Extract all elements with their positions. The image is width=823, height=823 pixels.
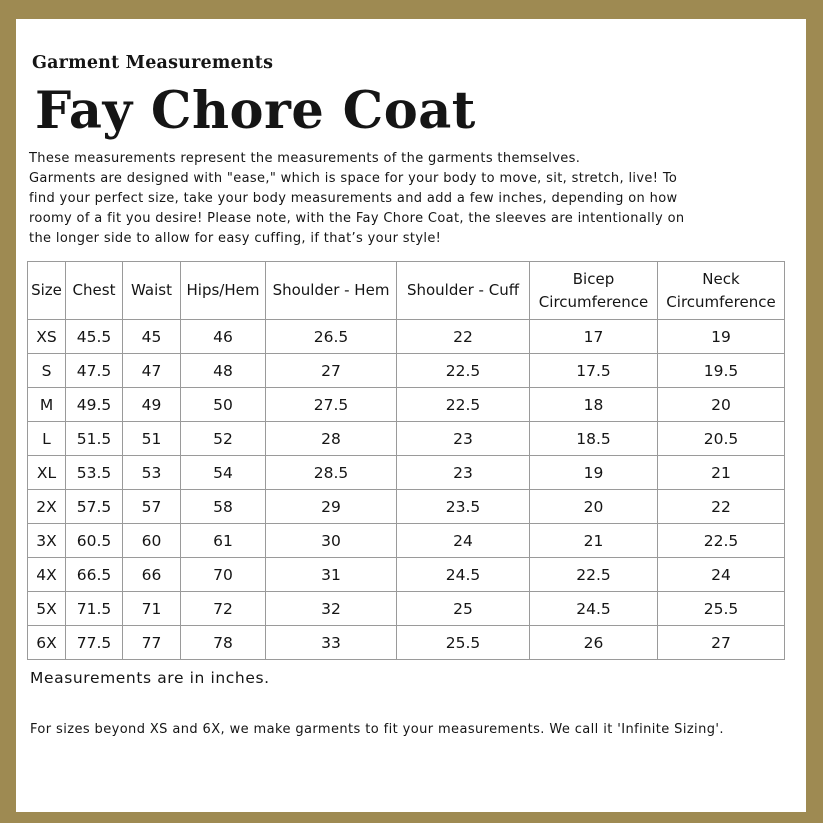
measurement-cell: 47 — [123, 354, 181, 388]
measurement-cell: 72 — [181, 592, 266, 626]
measurement-cell: 17 — [530, 320, 658, 354]
measurement-cell: 46 — [181, 320, 266, 354]
page-title: Fay Chore Coat — [35, 81, 476, 141]
column-header-label: Shoulder - Hem — [272, 281, 390, 299]
measurement-cell: 25.5 — [397, 626, 530, 660]
measurement-cell: 77 — [123, 626, 181, 660]
measurement-cell: 78 — [181, 626, 266, 660]
table-row — [28, 320, 785, 354]
table-row — [28, 422, 785, 456]
size-cell: 5X — [28, 592, 66, 626]
table-header — [28, 262, 785, 320]
measurement-cell: 27 — [266, 354, 397, 388]
measurement-cell: 51.5 — [66, 422, 123, 456]
measurement-cell: 52 — [181, 422, 266, 456]
measurement-cell: 45.5 — [66, 320, 123, 354]
column-header-label: Bicep — [572, 269, 615, 288]
table-row — [28, 490, 785, 524]
measurement-cell: 29 — [266, 490, 397, 524]
measurement-cell: 28.5 — [266, 456, 397, 490]
measurement-cell: 61 — [181, 524, 266, 558]
column-header-label: Chest — [72, 281, 116, 299]
units-note: Measurements are in inches. — [30, 669, 270, 687]
measurement-cell: 27.5 — [266, 388, 397, 422]
column-header-label: Hips/Hem — [186, 281, 260, 299]
column-header — [397, 262, 530, 320]
intro-paragraph — [29, 149, 709, 249]
measurement-cell: 51 — [123, 422, 181, 456]
intro-line: roomy of a fit you desire! Please note, with the Fay Chore Coat, the sleeves are intentionally on — [29, 211, 685, 226]
measurement-cell: 48 — [181, 354, 266, 388]
column-header — [66, 262, 123, 320]
measurement-cell: 33 — [266, 626, 397, 660]
column-header-label: Neck — [702, 269, 740, 288]
table-row — [28, 592, 785, 626]
measurement-cell: 47.5 — [66, 354, 123, 388]
measurement-cell: 23 — [397, 422, 530, 456]
measurement-cell: 77.5 — [66, 626, 123, 660]
intro-line: the longer side to allow for easy cuffing, if that’s your style! — [29, 231, 442, 246]
column-header — [28, 262, 66, 320]
table-row — [28, 354, 785, 388]
measurement-cell: 49.5 — [66, 388, 123, 422]
measurement-cell: 71 — [123, 592, 181, 626]
measurement-cell: 18.5 — [530, 422, 658, 456]
table-row — [28, 456, 785, 490]
column-header — [181, 262, 266, 320]
section-kicker: Garment Measurements — [32, 53, 274, 73]
measurement-cell: 23 — [397, 456, 530, 490]
measurement-cell: 19 — [530, 456, 658, 490]
measurement-cell: 23.5 — [397, 490, 530, 524]
measurement-cell: 53 — [123, 456, 181, 490]
column-header — [530, 262, 658, 320]
measurement-cell: 45 — [123, 320, 181, 354]
table-body — [28, 320, 785, 660]
measurement-cell: 20.5 — [658, 422, 785, 456]
size-cell: 3X — [28, 524, 66, 558]
measurement-cell: 22.5 — [397, 354, 530, 388]
measurement-cell: 27 — [658, 626, 785, 660]
measurement-cell: 22.5 — [658, 524, 785, 558]
intro-line: These measurements represent the measurements of the garments themselves. — [29, 151, 581, 166]
infinite-sizing-note: For sizes beyond XS and 6X, we make garments to fit your measurements. We call it 'Infinite Sizing'. — [30, 722, 724, 737]
table-row — [28, 388, 785, 422]
size-cell: 6X — [28, 626, 66, 660]
measurement-cell: 22 — [397, 320, 530, 354]
measurement-cell: 58 — [181, 490, 266, 524]
column-header-label: Circumference — [666, 292, 776, 311]
measurement-cell: 70 — [181, 558, 266, 592]
measurements-table — [27, 261, 785, 660]
measurement-cell: 54 — [181, 456, 266, 490]
measurement-cell: 26.5 — [266, 320, 397, 354]
size-cell: 4X — [28, 558, 66, 592]
measurement-cell: 60.5 — [66, 524, 123, 558]
intro-line: find your perfect size, take your body measurements and add a few inches, depending on how — [29, 191, 678, 206]
header-row — [28, 262, 785, 320]
measurement-cell: 20 — [658, 388, 785, 422]
measurement-cell: 50 — [181, 388, 266, 422]
measurement-cell: 19.5 — [658, 354, 785, 388]
measurement-cell: 66 — [123, 558, 181, 592]
measurement-cell: 57.5 — [66, 490, 123, 524]
size-cell: M — [28, 388, 66, 422]
column-header — [123, 262, 181, 320]
measurement-cell: 49 — [123, 388, 181, 422]
column-header-label: Circumference — [538, 292, 649, 311]
measurement-cell: 22 — [658, 490, 785, 524]
column-header-label: Waist — [131, 281, 172, 299]
measurement-cell: 66.5 — [66, 558, 123, 592]
measurement-cell: 19 — [658, 320, 785, 354]
measurement-cell: 17.5 — [530, 354, 658, 388]
measurement-cell: 71.5 — [66, 592, 123, 626]
measurement-cell: 20 — [530, 490, 658, 524]
column-header — [266, 262, 397, 320]
measurement-cell: 24 — [658, 558, 785, 592]
table-row — [28, 626, 785, 660]
measurement-cell: 30 — [266, 524, 397, 558]
column-header-label: Shoulder - Cuff — [406, 281, 520, 299]
measurement-cell: 32 — [266, 592, 397, 626]
measurement-cell: 24.5 — [397, 558, 530, 592]
size-cell: 2X — [28, 490, 66, 524]
size-cell: XL — [28, 456, 66, 490]
measurement-cell: 21 — [530, 524, 658, 558]
measurement-cell: 22.5 — [397, 388, 530, 422]
measurement-cell: 31 — [266, 558, 397, 592]
size-cell: XS — [28, 320, 66, 354]
table-row — [28, 558, 785, 592]
measurement-cell: 26 — [530, 626, 658, 660]
measurement-cell: 24.5 — [530, 592, 658, 626]
column-header-label: Size — [31, 281, 62, 299]
size-chart-card — [16, 19, 806, 812]
table-row — [28, 524, 785, 558]
measurement-cell: 22.5 — [530, 558, 658, 592]
measurement-cell: 18 — [530, 388, 658, 422]
measurement-cell: 25 — [397, 592, 530, 626]
intro-line: Garments are designed with "ease," which is space for your body to move, sit, stretch, live! To — [29, 171, 678, 186]
measurement-cell: 60 — [123, 524, 181, 558]
measurement-cell: 57 — [123, 490, 181, 524]
size-cell: S — [28, 354, 66, 388]
measurement-cell: 28 — [266, 422, 397, 456]
size-cell: L — [28, 422, 66, 456]
measurement-cell: 25.5 — [658, 592, 785, 626]
measurement-cell: 53.5 — [66, 456, 123, 490]
measurement-cell: 24 — [397, 524, 530, 558]
column-header — [658, 262, 785, 320]
measurement-cell: 21 — [658, 456, 785, 490]
